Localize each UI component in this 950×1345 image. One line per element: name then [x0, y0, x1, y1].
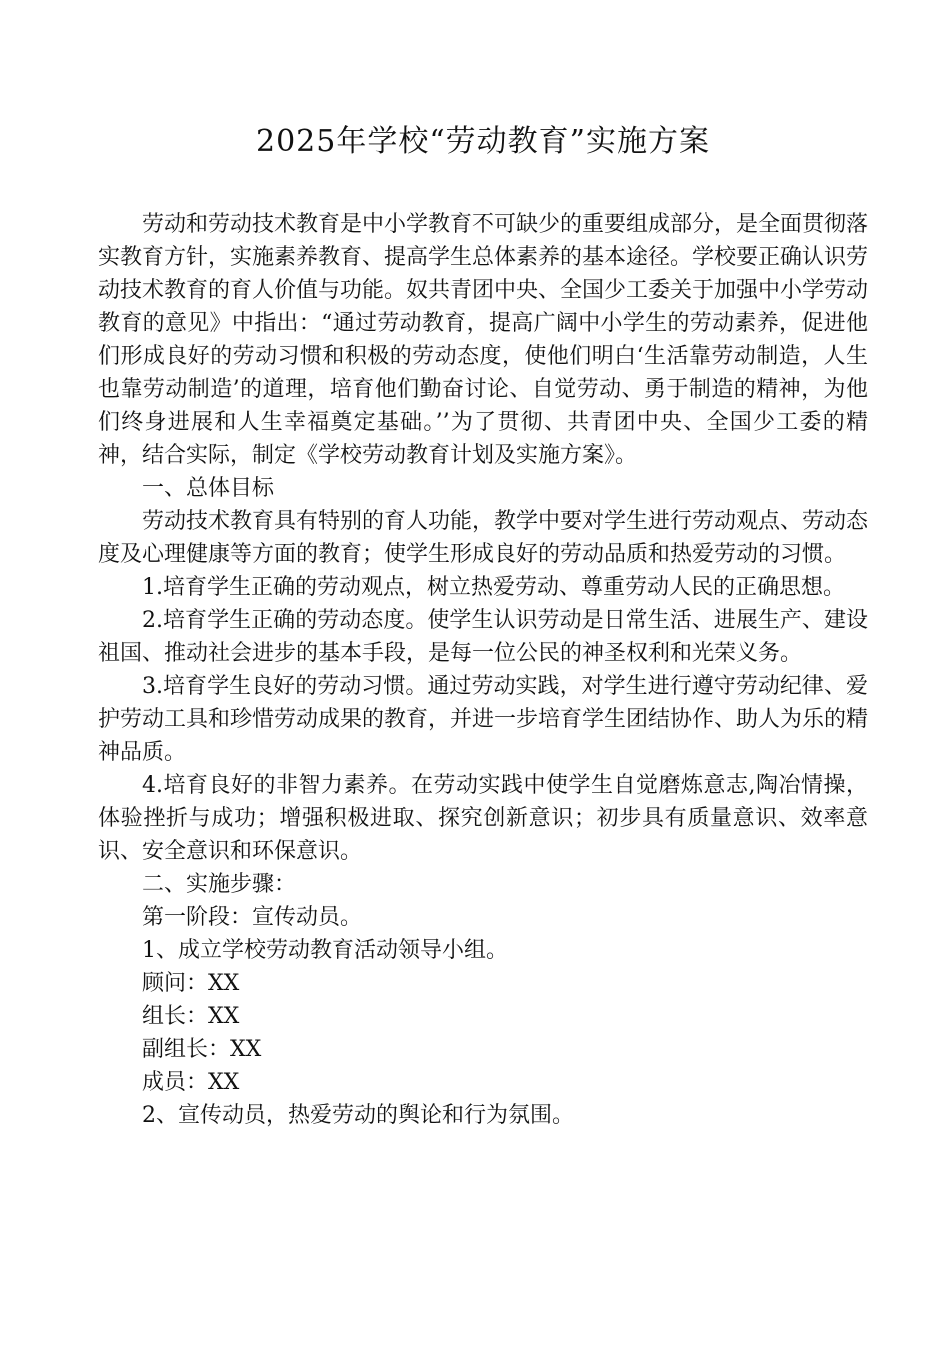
goal-item-4: 4.培育良好的非智力素养。在劳动实践中使学生自觉磨炼意志,陶冶情操，体验挫折与成功；增强积极进取、探究创新意识；初步具有质量意识、效率意识、安全意识和环保意识。	[98, 773, 868, 864]
goal-item-1: 1.培育学生正确的劳动观点，树立热爱劳动、尊重劳动人民的正确思想。	[142, 575, 845, 600]
advisor-line: 顾问：XX	[142, 971, 240, 996]
section-heading-steps: 二、实施步骤：	[142, 872, 297, 897]
section-heading-goals: 一、总体目标	[142, 476, 275, 501]
deputy-leader-line: 副组长：XX	[142, 1037, 262, 1062]
step-item-1: 1、成立学校劳动教育活动领导小组。	[142, 938, 508, 963]
goals-paragraph: 劳动技术教育具有特别的育人功能，教学中要对学生进行劳动观点、劳动态度及心理健康等方面的教育；使学生形成良好的劳动品质和热爱劳动的习惯。	[98, 509, 869, 567]
goal-item-3: 3.培育学生良好的劳动习惯。通过劳动实践，对学生进行遵守劳动纪律、爱护劳动工具和珍惜劳动成果的教育，并进一步培育学生团结协作、助人为乐的精神品质。	[98, 674, 869, 765]
goal-item-2: 2.培育学生正确的劳动态度。使学生认识劳动是日常生活、进展生产、建设祖国、推动社会进步的基本手段，是每一位公民的神圣权利和光荣义务。	[98, 608, 868, 666]
members-line: 成员：XX	[142, 1070, 240, 1095]
document-page	[98, 118, 868, 1132]
document-title: 2025年学校“劳动教育”实施方案	[255, 124, 711, 159]
intro-paragraph: 劳动和劳动技术教育是中小学教育不可缺少的重要组成部分，是全面贯彻落实教育方针，实施素养教育、提高学生总体素养的基本途径。学校要正确认识劳动技术教育的育人价值与功能。奴共青团中央、全国少工委关于加强中小学劳动教育的意见》中指出：“通过劳动教育，提高广阔中小学生的劳动素养，促进他们形成良好的劳动习惯和积极的劳动态度，使他们明白‘生活靠劳动制造，人生也靠劳动制造’的道理，培育他们勤奋讨论、自觉劳动、勇于制造的精神，为他们终身进展和人生幸福奠定基础。’’为了贯彻、共青团中央、全国少工委的精神，结合实际，制定《学校劳动教育计划及实施方案》。	[98, 212, 869, 468]
leader-line: 组长：XX	[142, 1004, 240, 1029]
step-item-2: 2、宣传动员，热爱劳动的舆论和行为氛围。	[142, 1103, 574, 1128]
stage-heading-1: 第一阶段：宣传动员。	[142, 905, 363, 930]
